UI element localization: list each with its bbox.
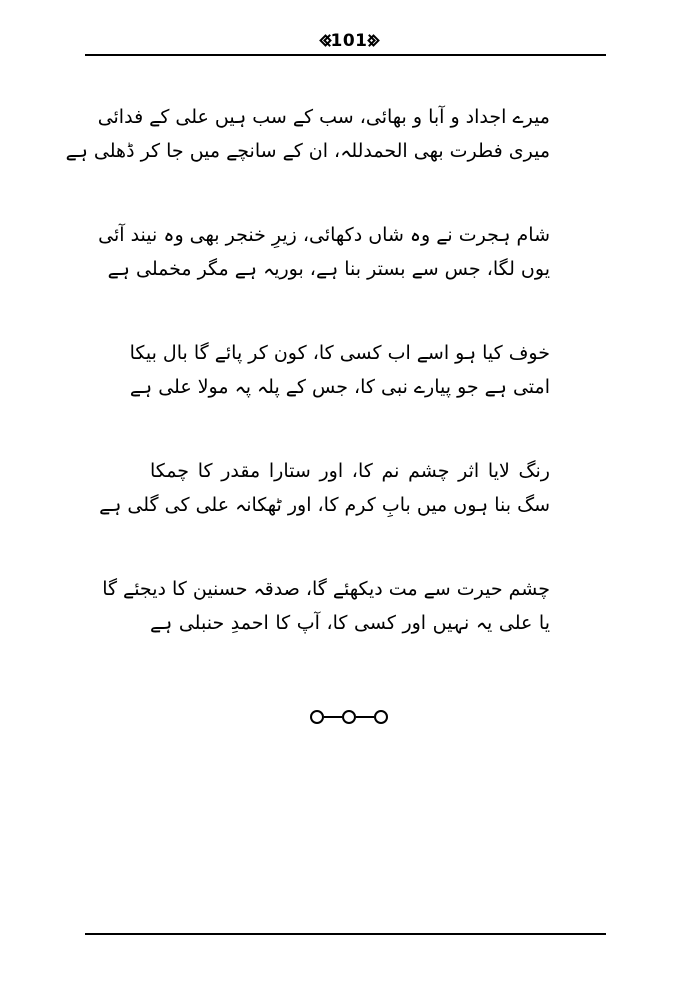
verse-line: خوف کیا ہو اسے اب کسی کا، کون کر پائے گا بال بیکا	[129, 342, 550, 364]
page-header	[0, 22, 698, 58]
ring-icon	[310, 710, 324, 724]
verse-line: شام ہجرت نے وہ شاں دکھائی، زیرِ خنجر بھی وہ نیند آئی	[98, 224, 550, 246]
page-number: 101	[330, 31, 368, 51]
stanza-4	[99, 454, 550, 522]
left-ornament-icon	[319, 33, 329, 49]
poem	[65, 100, 550, 690]
stanza-5	[102, 572, 550, 640]
link-line	[324, 716, 342, 718]
three-linked-rings-icon	[310, 708, 388, 726]
stanza-3	[129, 336, 550, 404]
verse-line: میری فطرت بھی الحمدللہ، ان کے سانچے میں جا کر ڈھلی ہے	[65, 140, 550, 162]
verse-line: سگ بنا ہوں میں بابِ کرم کا، اور ٹھکانہ علی کی گلی ہے	[99, 494, 550, 516]
verse-line: یوں لگا، جس سے بستر بنا ہے، بوریہ ہے مگر مخملی ہے	[107, 258, 550, 280]
verse-line: امتی ہے جو پیارے نبی کا، جس کے پلہ پہ مولا علی ہے	[129, 376, 550, 398]
stanza-2	[98, 218, 550, 286]
header-divider	[85, 54, 606, 56]
ring-icon	[342, 710, 356, 724]
page-number-block	[311, 28, 387, 54]
link-line	[356, 716, 374, 718]
right-ornament-icon	[370, 33, 380, 49]
footer-divider	[85, 933, 606, 935]
stanza-1	[65, 100, 550, 168]
verse-line: رنگ لایا اثر چشم نم کا، اور ستارا مقدر کا چمکا	[150, 460, 550, 482]
verse-line: میرے اجداد و آبا و بھائی، سب کے سب ہیں علی کے فدائی	[97, 106, 550, 128]
verse-line: یا علی یہ نہیں اور کسی کا، آپ کا احمدِ حنبلی ہے	[150, 612, 550, 634]
ring-icon	[374, 710, 388, 724]
verse-line: چشم حیرت سے مت دیکھئے گا، صدقہ حسنین کا دیجئے گا	[102, 578, 550, 600]
